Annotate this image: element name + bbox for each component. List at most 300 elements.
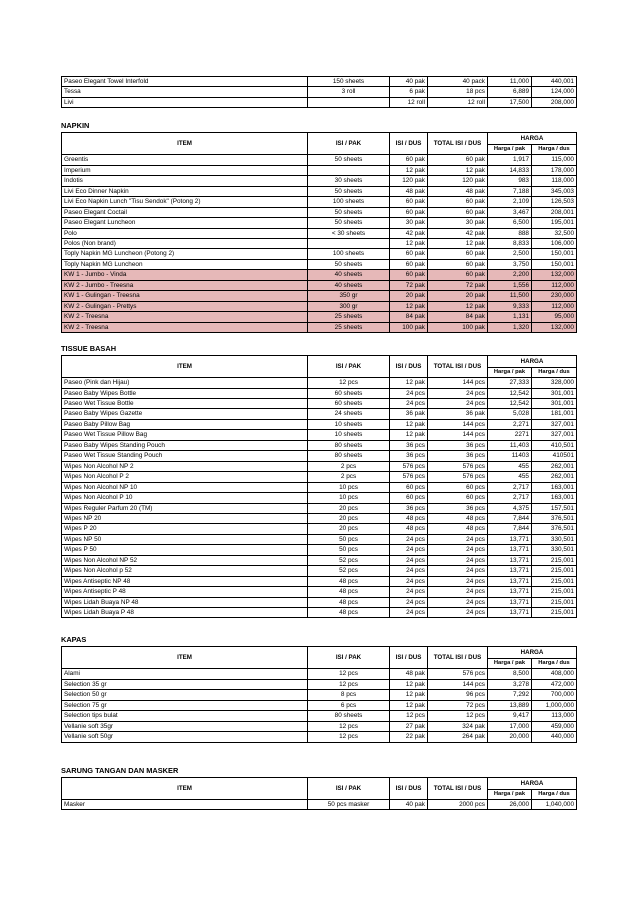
- cell-item: Paseo Wet Tissue Bottle: [62, 398, 308, 408]
- cell-harga-pak: 13,771: [488, 587, 532, 597]
- cell-isi-dus: 120 pak: [390, 176, 428, 186]
- cell-isi-pak: 50 pcs: [308, 534, 390, 544]
- cell-total: 48 pcs: [428, 524, 488, 534]
- cell-harga-dus: 215,001: [532, 576, 577, 586]
- table-row: [62, 312, 577, 322]
- cell-item: Wipes Non Alcohol p 52: [62, 566, 308, 576]
- table-row: [62, 440, 577, 450]
- cell-item: KW 2 - Jumbo - Treesna: [62, 280, 308, 290]
- cell-isi-dus: 48 pak: [390, 669, 428, 679]
- cell-item: Toply Napkin MG Luncheon: [62, 259, 308, 269]
- cell-item: Selection tips bulat: [62, 711, 308, 721]
- table-row: [62, 711, 577, 721]
- column-header-harga: HARGA: [488, 133, 577, 145]
- table-row: [62, 524, 577, 534]
- cell-harga-dus: 700,000: [532, 690, 577, 700]
- cell-isi-dus: 48 pcs: [390, 513, 428, 523]
- cell-total: 72 pcs: [428, 700, 488, 710]
- cell-item: Paseo (Pink dan Hijau): [62, 378, 308, 388]
- cell-item: Vellanie soft 35gr: [62, 721, 308, 731]
- cell-total: 60 pak: [428, 207, 488, 217]
- table-row: [62, 176, 577, 186]
- cell-isi-pak: 350 gr: [308, 291, 390, 301]
- cell-harga-pak: 5,028: [488, 409, 532, 419]
- cell-isi-pak: 40 sheets: [308, 270, 390, 280]
- cell-isi-dus: 24 pcs: [390, 608, 428, 618]
- cell-isi-dus: 24 pcs: [390, 555, 428, 565]
- cell-item: Toply Napkin MG Luncheon (Potong 2): [62, 249, 308, 259]
- cell-isi-pak: 24 sheets: [308, 409, 390, 419]
- cell-isi-pak: < 30 sheets: [308, 228, 390, 238]
- cell-total: 12 roll: [428, 97, 488, 107]
- table-row: [62, 186, 577, 196]
- cell-item: Paseo Wet Tissue Standing Pouch: [62, 451, 308, 461]
- cell-harga-dus: 330,501: [532, 534, 577, 544]
- cell-total: 144 pcs: [428, 419, 488, 429]
- column-header-harga-dus: Harga / dus: [532, 368, 577, 378]
- cell-isi-pak: 50 sheets: [308, 207, 390, 217]
- cell-harga-dus: 330,501: [532, 545, 577, 555]
- cell-isi-dus: 60 pcs: [390, 482, 428, 492]
- cell-total: 100 pak: [428, 322, 488, 332]
- cell-isi-dus: 100 pak: [390, 322, 428, 332]
- cell-harga-pak: 7,188: [488, 186, 532, 196]
- cell-isi-dus: 24 pcs: [390, 534, 428, 544]
- cell-harga-dus: 208,001: [532, 207, 577, 217]
- cell-isi-dus: 576 pcs: [390, 472, 428, 482]
- cell-isi-dus: 12 pak: [390, 301, 428, 311]
- table-row: [62, 77, 577, 87]
- cell-item: Paseo Wet Tissue Pillow Bag: [62, 430, 308, 440]
- cell-isi-pak: 40 sheets: [308, 280, 390, 290]
- cell-isi-dus: 48 pak: [390, 186, 428, 196]
- cell-isi-dus: 36 pcs: [390, 451, 428, 461]
- cell-isi-dus: 12 pak: [390, 690, 428, 700]
- cell-harga-pak: 455: [488, 472, 532, 482]
- cell-isi-pak: 50 sheets: [308, 259, 390, 269]
- cell-isi-dus: 22 pak: [390, 732, 428, 742]
- cell-total: 30 pak: [428, 218, 488, 228]
- column-header-total: TOTAL ISI / DUS: [428, 133, 488, 155]
- cell-total: 576 pcs: [428, 472, 488, 482]
- cell-item: Wipes Non Alcohol NP 2: [62, 461, 308, 471]
- header-row: [62, 647, 577, 659]
- cell-isi-pak: 25 sheets: [308, 312, 390, 322]
- cell-total: 36 pak: [428, 409, 488, 419]
- cell-harga-pak: 7,844: [488, 513, 532, 523]
- cell-isi-dus: 12 pcs: [390, 711, 428, 721]
- cell-isi-pak: 2 pcs: [308, 461, 390, 471]
- cell-item: KW 2 - Gulingan - Prettys: [62, 301, 308, 311]
- cell-harga-pak: 2,500: [488, 249, 532, 259]
- cell-item: Wipes Reguler Parfum 20 (TM): [62, 503, 308, 513]
- cell-harga-dus: 345,003: [532, 186, 577, 196]
- column-header-harga: HARGA: [488, 356, 577, 368]
- table-row: [62, 165, 577, 175]
- cell-harga-pak: 13,771: [488, 576, 532, 586]
- table-row: [62, 419, 577, 429]
- cell-isi-dus: 60 pak: [390, 259, 428, 269]
- cell-harga-pak: 11403: [488, 451, 532, 461]
- cell-isi-dus: 20 pak: [390, 291, 428, 301]
- cell-harga-pak: 6,500: [488, 218, 532, 228]
- cell-isi-pak: 50 pcs: [308, 545, 390, 555]
- table-row: [62, 534, 577, 544]
- top-table: [61, 76, 577, 108]
- cell-isi-dus: 12 pak: [390, 378, 428, 388]
- section-title: KAPAS: [61, 635, 87, 645]
- cell-total: 48 pcs: [428, 513, 488, 523]
- cell-isi-dus: 48 pcs: [390, 524, 428, 534]
- table-row: [62, 270, 577, 280]
- cell-item: Wipes NP 20: [62, 513, 308, 523]
- cell-total: 264 pak: [428, 732, 488, 742]
- cell-harga-dus: 32,500: [532, 228, 577, 238]
- cell-total: 60 pcs: [428, 493, 488, 503]
- cell-harga-dus: 301,001: [532, 388, 577, 398]
- table-row: [62, 87, 577, 97]
- column-header-isi-dus: ISI / DUS: [390, 777, 428, 799]
- cell-isi-dus: 24 pcs: [390, 587, 428, 597]
- column-header-item: ITEM: [62, 647, 308, 669]
- cell-isi-dus: 72 pak: [390, 280, 428, 290]
- table-row: [62, 493, 577, 503]
- cell-harga-pak: 455: [488, 461, 532, 471]
- table-row: [62, 566, 577, 576]
- cell-harga-pak: 3,750: [488, 259, 532, 269]
- cell-harga-pak: 8,500: [488, 669, 532, 679]
- column-header-item: ITEM: [62, 133, 308, 155]
- cell-harga-pak: 12,542: [488, 388, 532, 398]
- table-row: [62, 218, 577, 228]
- cell-isi-pak: 48 pcs: [308, 608, 390, 618]
- cell-item: Livi Eco Dinner Napkin: [62, 186, 308, 196]
- cell-total: 12 pcs: [428, 711, 488, 721]
- table-row: [62, 228, 577, 238]
- cell-isi-dus: 12 roll: [390, 97, 428, 107]
- cell-total: 12 pak: [428, 301, 488, 311]
- cell-isi-pak: 10 sheets: [308, 430, 390, 440]
- cell-total: 60 pak: [428, 259, 488, 269]
- table-row: [62, 679, 577, 689]
- cell-total: 36 pcs: [428, 440, 488, 450]
- cell-item: Livi Eco Napkin Lunch "Tisu Sendok" (Potong 2): [62, 197, 308, 207]
- table-row: [62, 472, 577, 482]
- header-row: [62, 356, 577, 368]
- table-row: [62, 398, 577, 408]
- cell-total: 36 pcs: [428, 503, 488, 513]
- table-row: [62, 291, 577, 301]
- cell-harga-pak: 26,000: [488, 799, 532, 809]
- cell-harga-pak: 1,320: [488, 322, 532, 332]
- column-header-item: ITEM: [62, 356, 308, 378]
- cell-isi-dus: 24 pcs: [390, 576, 428, 586]
- section-title: SARUNG TANGAN DAN MASKER: [61, 765, 179, 775]
- cell-harga-pak: 2,200: [488, 270, 532, 280]
- table-row: [62, 700, 577, 710]
- cell-harga-pak: 17,000: [488, 721, 532, 731]
- table-row: [62, 597, 577, 607]
- cell-harga-dus: 472,000: [532, 679, 577, 689]
- cell-total: 60 pcs: [428, 482, 488, 492]
- cell-harga-pak: 888: [488, 228, 532, 238]
- cell-total: 144 pcs: [428, 679, 488, 689]
- cell-harga-pak: 2,109: [488, 197, 532, 207]
- column-header-isi-dus: ISI / DUS: [390, 647, 428, 669]
- cell-isi-dus: 40 pak: [390, 799, 428, 809]
- cell-total: 60 pak: [428, 270, 488, 280]
- cell-total: 324 pak: [428, 721, 488, 731]
- cell-harga-dus: 408,000: [532, 669, 577, 679]
- cell-harga-dus: 163,001: [532, 493, 577, 503]
- cell-harga-dus: 112,000: [532, 301, 577, 311]
- column-header-total: TOTAL ISI / DUS: [428, 777, 488, 799]
- header-row: [62, 133, 577, 145]
- cell-isi-dus: 24 pcs: [390, 388, 428, 398]
- cell-harga-dus: 115,000: [532, 155, 577, 165]
- cell-item: Masker: [62, 799, 308, 809]
- cell-item: Paseo Elegant Luncheon: [62, 218, 308, 228]
- section-table: [61, 132, 577, 333]
- cell-harga-pak: 2,271: [488, 419, 532, 429]
- cell-isi-pak: 48 pcs: [308, 587, 390, 597]
- cell-isi-dus: 60 pak: [390, 270, 428, 280]
- cell-isi-pak: 50 sheets: [308, 155, 390, 165]
- cell-isi-pak: 300 gr: [308, 301, 390, 311]
- cell-harga-dus: 126,503: [532, 197, 577, 207]
- cell-item: Paseo Elegant Towel Interfold: [62, 77, 308, 87]
- cell-isi-pak: 12 pcs: [308, 721, 390, 731]
- cell-isi-dus: 60 pcs: [390, 493, 428, 503]
- cell-harga-dus: 157,501: [532, 503, 577, 513]
- cell-isi-pak: 52 pcs: [308, 555, 390, 565]
- cell-total: 576 pcs: [428, 461, 488, 471]
- cell-isi-pak: 20 pcs: [308, 524, 390, 534]
- cell-item: Wipes Lidah Buaya P 48: [62, 608, 308, 618]
- cell-item: Selection 75 gr: [62, 700, 308, 710]
- cell-isi-dus: 24 pcs: [390, 566, 428, 576]
- section-title: NAPKIN: [61, 121, 90, 131]
- cell-total: 24 pcs: [428, 534, 488, 544]
- cell-harga-pak: 4,375: [488, 503, 532, 513]
- cell-isi-pak: 50 sheets: [308, 186, 390, 196]
- cell-item: Selection 35 gr: [62, 679, 308, 689]
- cell-item: Wipes Non Alcohol P 10: [62, 493, 308, 503]
- column-header-harga-dus: Harga / dus: [532, 789, 577, 799]
- cell-isi-pak: 100 sheets: [308, 197, 390, 207]
- cell-isi-pak: 12 pcs: [308, 732, 390, 742]
- cell-item: Vellanie soft 50gr: [62, 732, 308, 742]
- column-header-isi-pak: ISI / PAK: [308, 356, 390, 378]
- cell-isi-dus: 60 pak: [390, 207, 428, 217]
- cell-harga-pak: 983: [488, 176, 532, 186]
- cell-item: Paseo Baby Pillow Bag: [62, 419, 308, 429]
- cell-isi-pak: 100 sheets: [308, 249, 390, 259]
- cell-harga-dus: 215,001: [532, 597, 577, 607]
- column-header-isi-dus: ISI / DUS: [390, 356, 428, 378]
- cell-isi-dus: 12 pak: [390, 679, 428, 689]
- cell-isi-pak: 52 pcs: [308, 566, 390, 576]
- cell-item: Wipes Non Alcohol P 2: [62, 472, 308, 482]
- cell-harga-pak: 1,131: [488, 312, 532, 322]
- cell-isi-pak: [308, 238, 390, 248]
- cell-item: KW 1 - Gulingan - Treesna: [62, 291, 308, 301]
- cell-item: Alami: [62, 669, 308, 679]
- table-row: [62, 155, 577, 165]
- cell-item: Livi: [62, 97, 308, 107]
- cell-item: Polo: [62, 228, 308, 238]
- cell-total: 144 pcs: [428, 378, 488, 388]
- cell-item: Paseo Baby Wipes Standing Pouch: [62, 440, 308, 450]
- cell-harga-pak: 13,771: [488, 566, 532, 576]
- cell-item: Greentis: [62, 155, 308, 165]
- cell-isi-dus: 40 pak: [390, 77, 428, 87]
- cell-harga-dus: 327,001: [532, 419, 577, 429]
- cell-item: Wipes Non Alcohol NP 10: [62, 482, 308, 492]
- table-row: [62, 409, 577, 419]
- cell-isi-pak: 2 pcs: [308, 472, 390, 482]
- cell-total: 48 pak: [428, 186, 488, 196]
- column-header-isi-pak: ISI / PAK: [308, 777, 390, 799]
- cell-item: Wipes Antiseptic P 48: [62, 587, 308, 597]
- cell-harga-pak: 1,917: [488, 155, 532, 165]
- section-table: [61, 355, 577, 618]
- cell-harga-dus: 410,501: [532, 440, 577, 450]
- column-header-isi-dus: ISI / DUS: [390, 133, 428, 155]
- cell-isi-dus: 30 pak: [390, 218, 428, 228]
- cell-harga-dus: 195,001: [532, 218, 577, 228]
- cell-total: 84 pak: [428, 312, 488, 322]
- cell-item: Wipes NP 50: [62, 534, 308, 544]
- cell-total: 24 pcs: [428, 608, 488, 618]
- cell-harga-dus: 150,001: [532, 259, 577, 269]
- cell-isi-pak: 20 pcs: [308, 513, 390, 523]
- cell-isi-dus: 576 pcs: [390, 461, 428, 471]
- table-row: [62, 97, 577, 107]
- cell-item: Wipes Lidah Buaya NP 48: [62, 597, 308, 607]
- cell-total: 24 pcs: [428, 587, 488, 597]
- column-header-harga-dus: Harga / dus: [532, 659, 577, 669]
- cell-isi-pak: 20 pcs: [308, 503, 390, 513]
- cell-item: Imperium: [62, 165, 308, 175]
- column-header-total: TOTAL ISI / DUS: [428, 647, 488, 669]
- cell-total: 60 pak: [428, 155, 488, 165]
- cell-total: 96 pcs: [428, 690, 488, 700]
- header-row: [62, 777, 577, 789]
- cell-total: 24 pcs: [428, 555, 488, 565]
- cell-harga-dus: 106,000: [532, 238, 577, 248]
- cell-harga-dus: 327,001: [532, 430, 577, 440]
- cell-isi-dus: 6 pak: [390, 87, 428, 97]
- cell-harga-pak: 13,771: [488, 545, 532, 555]
- cell-isi-pak: 30 sheets: [308, 176, 390, 186]
- cell-item: KW 2 - Treesna: [62, 312, 308, 322]
- cell-isi-pak: 12 pcs: [308, 679, 390, 689]
- cell-isi-dus: 36 pak: [390, 409, 428, 419]
- cell-isi-pak: 6 pcs: [308, 700, 390, 710]
- cell-isi-dus: 24 pcs: [390, 398, 428, 408]
- table-row: [62, 388, 577, 398]
- cell-harga-pak: 6,889: [488, 87, 532, 97]
- cell-isi-dus: 60 pak: [390, 197, 428, 207]
- cell-isi-pak: 8 pcs: [308, 690, 390, 700]
- cell-harga-pak: 13,771: [488, 555, 532, 565]
- cell-harga-pak: 7,292: [488, 690, 532, 700]
- cell-harga-pak: 9,333: [488, 301, 532, 311]
- cell-item: Polos (Non brand): [62, 238, 308, 248]
- cell-total: 24 pcs: [428, 576, 488, 586]
- cell-harga-pak: 3,278: [488, 679, 532, 689]
- cell-isi-pak: 60 sheets: [308, 398, 390, 408]
- cell-harga-dus: 215,001: [532, 555, 577, 565]
- cell-harga-pak: 2,717: [488, 482, 532, 492]
- cell-harga-pak: 2,717: [488, 493, 532, 503]
- cell-isi-pak: 48 pcs: [308, 576, 390, 586]
- cell-harga-dus: 301,001: [532, 398, 577, 408]
- cell-isi-dus: 60 pak: [390, 155, 428, 165]
- cell-isi-dus: 36 pcs: [390, 503, 428, 513]
- cell-harga-dus: 376,501: [532, 524, 577, 534]
- cell-harga-dus: 112,000: [532, 280, 577, 290]
- cell-isi-dus: 24 pcs: [390, 545, 428, 555]
- column-header-isi-pak: ISI / PAK: [308, 133, 390, 155]
- table-row: [62, 576, 577, 586]
- cell-harga-pak: 13,889: [488, 700, 532, 710]
- column-header-harga: HARGA: [488, 647, 577, 659]
- cell-harga-dus: 410501: [532, 451, 577, 461]
- cell-harga-dus: 113,000: [532, 711, 577, 721]
- cell-total: 60 pak: [428, 249, 488, 259]
- cell-harga-dus: 230,000: [532, 291, 577, 301]
- cell-harga-pak: 11,500: [488, 291, 532, 301]
- cell-harga-dus: 440,000: [532, 732, 577, 742]
- cell-harga-pak: 1,556: [488, 280, 532, 290]
- table-row: [62, 451, 577, 461]
- cell-isi-pak: 80 sheets: [308, 440, 390, 450]
- section-table: [61, 777, 577, 810]
- cell-item: KW 1 - Jumbo - Vinda: [62, 270, 308, 280]
- cell-harga-pak: 13,771: [488, 597, 532, 607]
- cell-isi-dus: 42 pak: [390, 228, 428, 238]
- table-row: [62, 461, 577, 471]
- cell-harga-dus: 208,000: [532, 97, 577, 107]
- table-row: [62, 238, 577, 248]
- table-row: [62, 799, 577, 809]
- column-header-isi-pak: ISI / PAK: [308, 647, 390, 669]
- cell-isi-pak: [308, 97, 390, 107]
- cell-harga-dus: 262,001: [532, 472, 577, 482]
- table-row: [62, 259, 577, 269]
- cell-isi-pak: 12 pcs: [308, 378, 390, 388]
- cell-isi-pak: 10 pcs: [308, 493, 390, 503]
- table-row: [62, 378, 577, 388]
- cell-harga-dus: 150,001: [532, 249, 577, 259]
- cell-total: 2000 pcs: [428, 799, 488, 809]
- cell-harga-pak: 7,844: [488, 524, 532, 534]
- cell-harga-pak: 8,833: [488, 238, 532, 248]
- cell-isi-dus: 36 pcs: [390, 440, 428, 450]
- cell-isi-pak: 10 pcs: [308, 482, 390, 492]
- price-list-page: [61, 76, 576, 810]
- column-header-total: TOTAL ISI / DUS: [428, 356, 488, 378]
- table-row: [62, 503, 577, 513]
- cell-isi-dus: 12 pak: [390, 430, 428, 440]
- cell-total: 24 pcs: [428, 545, 488, 555]
- table-row: [62, 721, 577, 731]
- section-title: TISSUE BASAH: [61, 344, 117, 354]
- cell-isi-pak: 150 sheets: [308, 77, 390, 87]
- cell-item: Wipes Antiseptic NP 48: [62, 576, 308, 586]
